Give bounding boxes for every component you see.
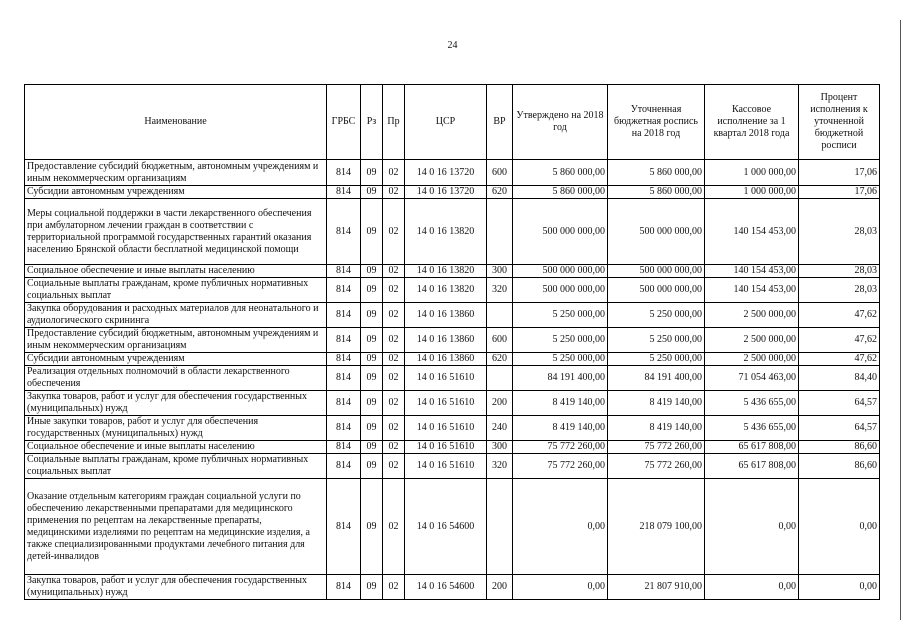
cell-grbs: 814	[327, 479, 361, 575]
cell-grbs: 814	[327, 328, 361, 353]
cell-approved: 5 250 000,00	[513, 353, 608, 366]
cell-percent: 64,57	[799, 416, 880, 441]
col-header-vr: ВР	[487, 85, 513, 160]
cell-approved: 500 000 000,00	[513, 278, 608, 303]
cell-name: Предоставление субсидий бюджетным, автономным учреждениям и иным некоммерческим организациям	[25, 160, 327, 186]
cell-percent: 47,62	[799, 328, 880, 353]
cell-percent: 47,62	[799, 303, 880, 328]
cell-rz: 09	[361, 278, 383, 303]
cell-refined: 84 191 400,00	[608, 366, 705, 391]
cell-cash: 65 617 808,00	[705, 454, 799, 479]
cell-approved: 500 000 000,00	[513, 265, 608, 278]
cell-cash: 140 154 453,00	[705, 265, 799, 278]
cell-pr: 02	[383, 366, 405, 391]
cell-percent: 84,40	[799, 366, 880, 391]
cell-refined: 75 772 260,00	[608, 454, 705, 479]
cell-name: Реализация отдельных полномочий в области лекарственного обеспечения	[25, 366, 327, 391]
cell-csr: 14 0 16 51610	[405, 416, 487, 441]
cell-refined: 500 000 000,00	[608, 199, 705, 265]
col-header-rz: Рз	[361, 85, 383, 160]
cell-name: Оказание отдельным категориям граждан социальной услуги по обеспечению лекарственными препаратами для медицинского применения по рецептам на лекарственные препараты, медицинскими изделиями по рецептам на медицинские изделия, а также специализированными продуктами лечебного питания для детей-инвалидов	[25, 479, 327, 575]
cell-rz: 09	[361, 160, 383, 186]
cell-cash: 140 154 453,00	[705, 199, 799, 265]
budget-table	[24, 84, 880, 600]
cell-name: Социальное обеспечение и иные выплаты населению	[25, 265, 327, 278]
cell-vr: 600	[487, 328, 513, 353]
cell-percent: 0,00	[799, 479, 880, 575]
cell-cash: 2 500 000,00	[705, 353, 799, 366]
cell-grbs: 814	[327, 186, 361, 199]
cell-vr	[487, 303, 513, 328]
cell-vr: 200	[487, 575, 513, 600]
cell-pr: 02	[383, 186, 405, 199]
cell-name: Закупка товаров, работ и услуг для обеспечения государственных (муниципальных) нужд	[25, 575, 327, 600]
cell-approved: 5 250 000,00	[513, 328, 608, 353]
cell-percent: 86,60	[799, 441, 880, 454]
cell-cash: 2 500 000,00	[705, 328, 799, 353]
cell-cash: 5 436 655,00	[705, 416, 799, 441]
cell-name: Социальные выплаты гражданам, кроме публичных нормативных социальных выплат	[25, 278, 327, 303]
cell-vr: 620	[487, 353, 513, 366]
cell-name: Предоставление субсидий бюджетным, автономным учреждениям и иным некоммерческим организациям	[25, 328, 327, 353]
cell-csr: 14 0 16 51610	[405, 441, 487, 454]
cell-percent: 28,03	[799, 265, 880, 278]
cell-rz: 09	[361, 366, 383, 391]
cell-rz: 09	[361, 479, 383, 575]
cell-refined: 21 807 910,00	[608, 575, 705, 600]
col-header-percent: Процент исполнения к уточненной бюджетной росписи	[799, 85, 880, 160]
cell-rz: 09	[361, 575, 383, 600]
cell-cash: 65 617 808,00	[705, 441, 799, 454]
table-row	[25, 479, 880, 575]
cell-percent: 17,06	[799, 160, 880, 186]
table-row	[25, 160, 880, 186]
cell-grbs: 814	[327, 441, 361, 454]
table-row	[25, 303, 880, 328]
cell-grbs: 814	[327, 278, 361, 303]
cell-approved: 75 772 260,00	[513, 441, 608, 454]
cell-name: Субсидии автономным учреждениям	[25, 353, 327, 366]
cell-pr: 02	[383, 265, 405, 278]
cell-pr: 02	[383, 278, 405, 303]
cell-name: Закупка товаров, работ и услуг для обеспечения государственных (муниципальных) нужд	[25, 391, 327, 416]
cell-refined: 5 860 000,00	[608, 160, 705, 186]
col-header-cash: Кассовое исполнение за 1 квартал 2018 года	[705, 85, 799, 160]
cell-cash: 1 000 000,00	[705, 160, 799, 186]
cell-pr: 02	[383, 441, 405, 454]
cell-pr: 02	[383, 328, 405, 353]
cell-rz: 09	[361, 186, 383, 199]
table-row	[25, 199, 880, 265]
cell-cash: 0,00	[705, 479, 799, 575]
cell-csr: 14 0 16 54600	[405, 479, 487, 575]
cell-csr: 14 0 16 13820	[405, 278, 487, 303]
cell-csr: 14 0 16 13720	[405, 186, 487, 199]
cell-name: Социальные выплаты гражданам, кроме публичных нормативных социальных выплат	[25, 454, 327, 479]
col-header-approved: Утверждено на 2018 год	[513, 85, 608, 160]
cell-rz: 09	[361, 303, 383, 328]
cell-vr: 600	[487, 160, 513, 186]
cell-vr: 300	[487, 265, 513, 278]
cell-grbs: 814	[327, 416, 361, 441]
col-header-pr: Пр	[383, 85, 405, 160]
table-row	[25, 328, 880, 353]
cell-csr: 14 0 16 13820	[405, 265, 487, 278]
col-header-name: Наименование	[25, 85, 327, 160]
cell-pr: 02	[383, 479, 405, 575]
cell-refined: 75 772 260,00	[608, 441, 705, 454]
col-header-refined: Уточненная бюджетная роспись на 2018 год	[608, 85, 705, 160]
cell-vr	[487, 479, 513, 575]
cell-refined: 218 079 100,00	[608, 479, 705, 575]
cell-csr: 14 0 16 13820	[405, 199, 487, 265]
cell-refined: 8 419 140,00	[608, 391, 705, 416]
cell-csr: 14 0 16 51610	[405, 454, 487, 479]
cell-grbs: 814	[327, 265, 361, 278]
cell-grbs: 814	[327, 366, 361, 391]
cell-approved: 8 419 140,00	[513, 391, 608, 416]
cell-csr: 14 0 16 13860	[405, 303, 487, 328]
cell-refined: 500 000 000,00	[608, 278, 705, 303]
cell-grbs: 814	[327, 160, 361, 186]
cell-approved: 75 772 260,00	[513, 454, 608, 479]
cell-percent: 47,62	[799, 353, 880, 366]
cell-rz: 09	[361, 353, 383, 366]
cell-name: Иные закупки товаров, работ и услуг для обеспечения государственных (муниципальных) нужд	[25, 416, 327, 441]
cell-rz: 09	[361, 328, 383, 353]
cell-approved: 84 191 400,00	[513, 366, 608, 391]
cell-name: Закупка оборудования и расходных материалов для неонатального и аудиологического скрининга	[25, 303, 327, 328]
cell-refined: 8 419 140,00	[608, 416, 705, 441]
cell-csr: 14 0 16 13860	[405, 353, 487, 366]
cell-csr: 14 0 16 13860	[405, 328, 487, 353]
cell-csr: 14 0 16 51610	[405, 391, 487, 416]
cell-grbs: 814	[327, 353, 361, 366]
cell-pr: 02	[383, 160, 405, 186]
table-row	[25, 186, 880, 199]
cell-rz: 09	[361, 199, 383, 265]
cell-pr: 02	[383, 353, 405, 366]
cell-grbs: 814	[327, 454, 361, 479]
cell-cash: 2 500 000,00	[705, 303, 799, 328]
table-body	[25, 160, 880, 600]
cell-rz: 09	[361, 416, 383, 441]
cell-approved: 8 419 140,00	[513, 416, 608, 441]
table-row	[25, 575, 880, 600]
cell-name: Меры социальной поддержки в части лекарственного обеспечения при амбулаторном лечении граждан в соответствии с территориальной программой государственных гарантий оказания населению Брянской области бесплатной медицинской помощи	[25, 199, 327, 265]
cell-approved: 5 860 000,00	[513, 160, 608, 186]
cell-vr	[487, 366, 513, 391]
cell-percent: 28,03	[799, 199, 880, 265]
cell-name: Социальное обеспечение и иные выплаты населению	[25, 441, 327, 454]
cell-grbs: 814	[327, 303, 361, 328]
cell-vr: 320	[487, 278, 513, 303]
cell-vr: 300	[487, 441, 513, 454]
table-header-row	[25, 85, 880, 160]
cell-pr: 02	[383, 303, 405, 328]
cell-vr: 320	[487, 454, 513, 479]
cell-refined: 500 000 000,00	[608, 265, 705, 278]
col-header-csr: ЦСР	[405, 85, 487, 160]
cell-pr: 02	[383, 454, 405, 479]
cell-csr: 14 0 16 54600	[405, 575, 487, 600]
cell-approved: 5 860 000,00	[513, 186, 608, 199]
cell-rz: 09	[361, 454, 383, 479]
cell-rz: 09	[361, 441, 383, 454]
cell-csr: 14 0 16 51610	[405, 366, 487, 391]
cell-pr: 02	[383, 575, 405, 600]
table-row	[25, 391, 880, 416]
cell-refined: 5 250 000,00	[608, 328, 705, 353]
cell-approved: 0,00	[513, 575, 608, 600]
table-row	[25, 366, 880, 391]
cell-cash: 71 054 463,00	[705, 366, 799, 391]
cell-approved: 0,00	[513, 479, 608, 575]
table-row	[25, 416, 880, 441]
cell-cash: 0,00	[705, 575, 799, 600]
table-row	[25, 265, 880, 278]
cell-vr: 620	[487, 186, 513, 199]
table-row	[25, 353, 880, 366]
cell-percent: 64,57	[799, 391, 880, 416]
cell-cash: 1 000 000,00	[705, 186, 799, 199]
cell-percent: 17,06	[799, 186, 880, 199]
cell-grbs: 814	[327, 199, 361, 265]
cell-rz: 09	[361, 391, 383, 416]
cell-percent: 86,60	[799, 454, 880, 479]
cell-pr: 02	[383, 199, 405, 265]
cell-refined: 5 860 000,00	[608, 186, 705, 199]
cell-percent: 28,03	[799, 278, 880, 303]
cell-csr: 14 0 16 13720	[405, 160, 487, 186]
cell-grbs: 814	[327, 575, 361, 600]
cell-cash: 5 436 655,00	[705, 391, 799, 416]
cell-pr: 02	[383, 416, 405, 441]
cell-vr	[487, 199, 513, 265]
scan-edge-line	[900, 20, 901, 620]
table-row	[25, 441, 880, 454]
cell-refined: 5 250 000,00	[608, 353, 705, 366]
cell-vr: 200	[487, 391, 513, 416]
cell-name: Субсидии автономным учреждениям	[25, 186, 327, 199]
cell-percent: 0,00	[799, 575, 880, 600]
page-number: 24	[447, 40, 458, 51]
cell-rz: 09	[361, 265, 383, 278]
cell-approved: 500 000 000,00	[513, 199, 608, 265]
cell-cash: 140 154 453,00	[705, 278, 799, 303]
cell-refined: 5 250 000,00	[608, 303, 705, 328]
cell-pr: 02	[383, 391, 405, 416]
cell-approved: 5 250 000,00	[513, 303, 608, 328]
col-header-grbs: ГРБС	[327, 85, 361, 160]
table-row	[25, 278, 880, 303]
table-row	[25, 454, 880, 479]
cell-grbs: 814	[327, 391, 361, 416]
cell-vr: 240	[487, 416, 513, 441]
